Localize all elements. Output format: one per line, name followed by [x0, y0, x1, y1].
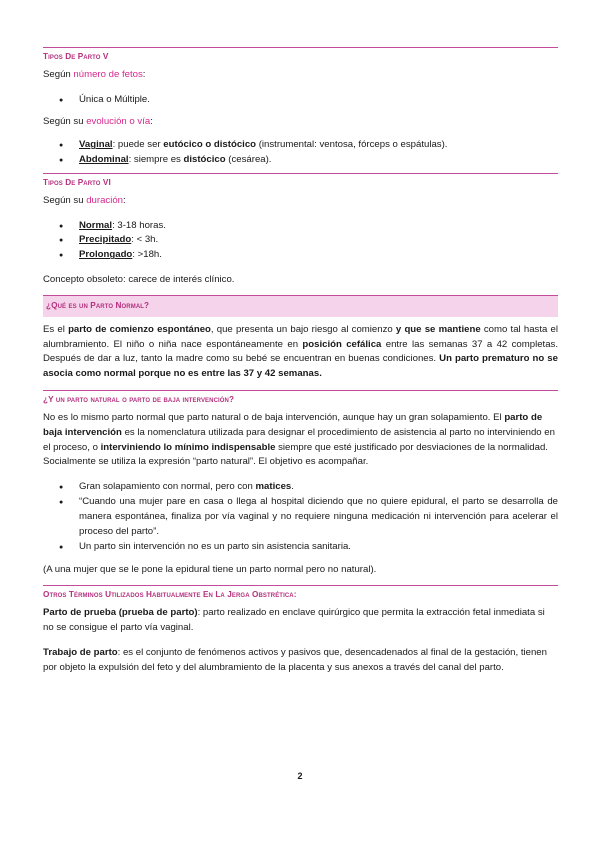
- section-title-tipos-v: Tipos De Parto V: [43, 52, 109, 61]
- section-rule: [43, 47, 558, 48]
- list-item: ● Un parto sin intervención no es un parto sin asistencia sanitaria.: [43, 540, 558, 555]
- section-title-otros-terminos: Otros Términos Utilizados Habitualmente En La Jerga Obstrética:: [43, 590, 297, 600]
- section-title-parto-natural: ¿Y un parto natural o parto de baja intervención?: [43, 395, 235, 405]
- highlight-numero-fetos: número de fetos: [73, 68, 143, 80]
- highlight-evolucion: evolución o vía: [86, 116, 151, 128]
- section-rule: [43, 173, 558, 174]
- paragraph-concepto-obsoleto: Concepto obsoleto: carece de interés clínico.: [43, 274, 235, 286]
- paragraph-evolucion: Según su evolución o vía:: [43, 116, 153, 128]
- list-item: ● Prolongado: >18h.: [43, 248, 558, 263]
- list-item: ● Abdominal: siempre es distócico (cesárea).: [43, 153, 558, 168]
- paragraph-numero-fetos: Según número de fetos:: [43, 68, 146, 80]
- list-parto-natural: [43, 480, 558, 554]
- section-rule: [43, 585, 558, 586]
- paragraph-parto-normal: Es el parto de comienzo espontáneo, que presenta un bajo riesgo al comienzo y que se mantiene como tal hasta el alumbramiento. El niño o niña nace espontáneamente en posición cefálica entre las semanas 37 a 42 completas. Después de dar a luz, tanto la madre como su bebé se encuentran en buenas condiciones. Un parto prematuro no se asocia como normal porque no es entre las 37 y 42 semanas.: [43, 323, 559, 380]
- section-title-tipos-vi: Tipos De Parto VI: [43, 178, 111, 187]
- section-rule: [43, 390, 558, 391]
- paragraph-parto-natural: No es lo mismo parto normal que parto natural o de baja intervención, aunque hay un gran solapamiento. El parto de baja intervención es la nomenclatura utilizada para designar el procedimiento de asistencia al parto no interviniendo en el proceso, o interviniendo lo mínimo indispensable siempre que esté justificado por desviaciones de la normalidad. Socialmente se utiliza la expresión “parto natural”. El objetivo es acompañar.: [43, 411, 555, 468]
- list-item: ● Gran solapamiento con normal, pero con matices.: [43, 480, 558, 495]
- list-item: ● Normal: 3-18 horas.: [43, 219, 558, 234]
- highlight-duracion: duración: [86, 194, 124, 206]
- list-item: ● Vaginal: puede ser eutócico o distócico (instrumental: ventosa, fórceps o espátulas).: [43, 138, 558, 153]
- paragraph-epidural-note: (A una mujer que se le pone la epidural tiene un parto normal pero no natural).: [43, 563, 377, 575]
- paragraph-trabajo-de-parto: Trabajo de parto: es el conjunto de fenómenos activos y pasivos que, desencadenados al final de la gestación, tienen por objeto la expulsión del feto y del alumbramiento de la placenta y sus anexos a través del canal del parto.: [43, 646, 547, 673]
- section-band-parto-normal: [43, 296, 558, 317]
- paragraph-parto-de-prueba: Parto de prueba (prueba de parto): parto realizado en enclave quirúrgico que permita la extracción fetal inmediata si no se consigue el parto vía vaginal.: [43, 607, 545, 633]
- document-page: [43, 0, 558, 676]
- section-title-parto-normal: ¿Qué es un Parto Normal?: [46, 301, 150, 310]
- paragraph-duracion: Según su duración:: [43, 194, 126, 206]
- page-number: 2: [297, 771, 303, 781]
- list-item: ● “Cuando una mujer pare en casa o llega al hospital diciendo que no quiere epidural, el parto se desarrolla de manera espontánea, finaliza por vía vaginal y no requiere ninguna medicación ni intervención para acelerar el proceso del parto”.: [43, 495, 558, 540]
- list-item: ● Única o Múltiple.: [43, 93, 558, 108]
- list-item: ● Precipitado: < 3h.: [43, 233, 558, 248]
- list-duracion: [43, 219, 558, 264]
- list-fetos: [43, 93, 558, 108]
- list-evolucion: [43, 138, 558, 168]
